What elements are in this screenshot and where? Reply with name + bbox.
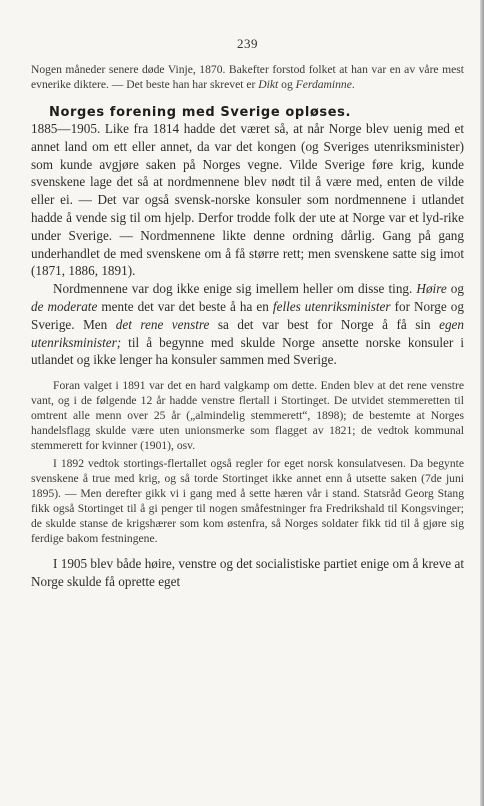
work-title-dikt: Dikt	[258, 78, 279, 91]
p2-text-c: og	[446, 281, 464, 297]
intro-text-c: .	[351, 78, 355, 91]
p2-term-moderate: de moderate	[31, 298, 98, 314]
p2-text-e: mente det var det beste å ha en	[97, 298, 273, 314]
body-paragraph-3: I 1905 blev både høire, venstre og det socialistiske partiet enige om å kreve at Norge skulde få oprette eget	[31, 556, 464, 589]
p2-text-k: til å begynne med skulde Norge ansette norske konsuler i utlandet og ikke lenger ha konsuler sammen med Sverige.	[31, 334, 464, 368]
p2-text-g: for Norge og Sverige. Men	[31, 298, 464, 332]
p2-term-rene-venstre: det rene venstre	[115, 316, 210, 332]
page-edge-shadow	[480, 0, 484, 806]
section-heading: Norges forening med Sverige opløses.	[49, 105, 352, 120]
intro-text-b: og	[278, 78, 296, 91]
work-title-ferdaminne: Ferdaminne	[295, 78, 352, 91]
p2-term-egen: egen utenriksminister;	[31, 316, 464, 350]
p2-text-i: sa det var best for Norge å få sin	[209, 316, 440, 332]
p2-term-felles: felles utenriksminister	[272, 298, 391, 314]
small-paragraph-1: Foran valget i 1891 var det en hard valgkamp om dette. Enden blev at det rene venstre vant, og i de følgende 12 år hadde venstre flertall i Stortinget. De utvidet stemmeretten til omtrent alle menn over 25 år („almindelig stemmerett“, 1898); de bestemte at Norges handelsflagg skulde være uten unionsmerke som flagget av 1821; de vedtok kommunal stemmerett for kvinner (1901), osv.	[31, 379, 464, 453]
p2-term-hoire: Høire	[416, 281, 447, 297]
body-paragraph-1: 1885—1905. Like fra 1814 hadde det været så, at når Norge blev uenig med et annet land om ett eller annet, da var det kongen (og Sveriges utenriksminister) som kunde avgjøre saken på Norges vegne. Vilde Sverige føre krig, kunde svenskene lage det så at nordmennene blev nødt til å være med, enten de vilde eller ei. — Det var også svensk-norske konsuler som nordmennene i utlandet hadde å vende sig til om hjelp. Derfor trodde folk der ute at Norge var et lyd-rike under Sverige. — Nordmennene likte denne ordning dårlig. Gang på gang underhandlet de med svenskene om å få større rett; men svenskene satte sig imot (1871, 1886, 1891).	[31, 121, 464, 279]
page-number: 239	[237, 36, 258, 51]
small-paragraph-2: I 1892 vedtok stortings-flertallet også regler for eget norsk konsulatvesen. Da begynte svenskene å true med krig, og så torde Stortinget ikke annet enn å utsette saken (7de juni 1895). — Men derefter gikk vi i gang med å sette hæren vår i stand. Statsråd Georg Stang fikk også Stortinget til å gi penger til nogen småfestninger fra Fredrikshald til Kongsvinger; de skulde stanse de krigshærer som kom østenfra, så Norges soldater fikk tid til å gjøre sig ferdige bakom festningene.	[31, 457, 464, 546]
p2-text-a: Nordmennene var dog ikke enige sig imellem heller om disse ting.	[53, 281, 417, 297]
body-paragraph-2	[31, 280, 464, 369]
intro-text-a: Nogen måneder senere døde Vinje, 1870. Bakefter forstod folket at han var en av våre mest evnerike diktere. — Det beste han har skrevet er	[31, 63, 464, 91]
intro-paragraph	[31, 62, 464, 92]
